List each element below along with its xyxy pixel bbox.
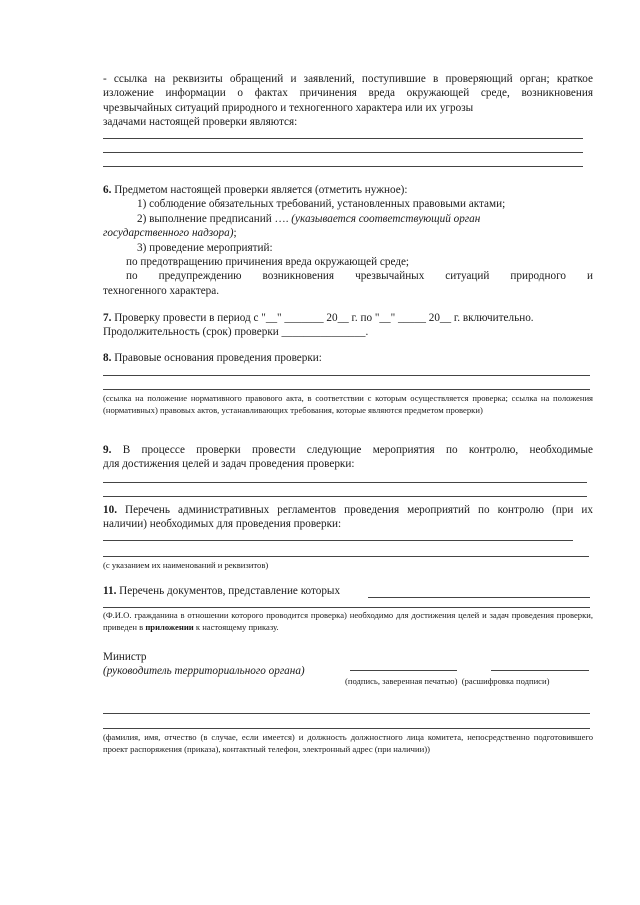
section-6 (103, 183, 593, 298)
section-11-title-text: Перечень документов, представление которых (116, 585, 341, 597)
section-10-blank-line-1[interactable] (103, 540, 573, 541)
section-6-title-text: Предметом настоящей проверки является (отметить нужное): (111, 184, 408, 196)
section-10-line-1 (103, 503, 593, 517)
section-11-blank-line[interactable] (103, 607, 590, 608)
section-10-number: 10. (103, 504, 117, 516)
section-7-line-2: Продолжительность (срок) проверки _______________. (103, 326, 369, 339)
tasks-label: задачами настоящей проверки являются: (103, 116, 298, 129)
section-6-item-2-suffix: ; (233, 227, 237, 240)
footer-blank-line-1[interactable] (103, 713, 590, 714)
section-11-note-part-2: к настоящему приказу. (193, 622, 279, 632)
section-10-line-1-text: Перечень административных регламентов проведения мероприятий по контролю (при их (116, 504, 593, 516)
section-11-note-bold: приложении (145, 622, 194, 632)
section-7-number: 7. (103, 312, 112, 324)
signature-blank[interactable] (350, 670, 457, 671)
section-8 (103, 351, 593, 365)
section-10-note-block (103, 559, 593, 571)
section-9-line-1-text: В процессе проверки провести следующие мероприятия по контролю, необходимые (111, 444, 593, 456)
section-7-period-text: Проверку провести в период с "__" _______ 20__ г. по "__" _____ 20__ г. включительно. (111, 312, 534, 324)
section-6-item-3a: по предотвращению причинения вреда окружающей среде; (126, 256, 410, 269)
intro-line-3: чрезвычайных ситуаций природного и техногенного характера или их угрозы (103, 101, 474, 114)
section-6-item-2 (103, 212, 593, 226)
intro-line-1: - ссылка на реквизиты обращений и заявлений, поступившие в проверяющий орган; краткое (103, 73, 593, 85)
section-6-item-3b-line-1: по предупреждению возникновения чрезвычайных ситуаций природного и (126, 270, 593, 283)
section-6-item-2-prefix: 2) выполнение предписаний …. (137, 212, 292, 225)
signature-decode-blank[interactable] (491, 670, 589, 671)
section-10-blank-line-2[interactable] (103, 556, 589, 557)
footer-note: (фамилия, имя, отчество (в случае, если имеется) и должность должностного лица комитета, непосредственно подготовившего проект распоряжения (приказа), контактный телефон, электронный адрес (при наличии)) (103, 732, 593, 754)
section-8-note: (ссылка на положение нормативного правового акта, в соответствии с которым осуществляется проверка; ссылка на положения (нормативных) правовых актов, устанавливающих требования, которые являются предметом проверки) (103, 393, 593, 415)
section-9-number: 9. (103, 444, 112, 456)
section-6-item-3: 3) проведение мероприятий: (137, 241, 273, 254)
tasks-blank-line-2[interactable] (103, 152, 583, 153)
section-6-item-2-cont (103, 226, 593, 240)
section-9-blank-line-1[interactable] (103, 482, 587, 483)
section-11-note-block (103, 609, 593, 633)
section-6-number: 6. (103, 184, 112, 196)
section-8-title-text: Правовые основания проведения проверки: (111, 352, 322, 364)
section-6-item-2-italic-a: (указывается соответствующий орган (291, 212, 481, 225)
section-8-blank-line-1[interactable] (103, 375, 590, 376)
section-10-note: (с указанием их наименований и реквизитов) (103, 560, 269, 570)
intro-block (103, 72, 593, 130)
section-10 (103, 503, 593, 532)
tasks-blank-line-1[interactable] (103, 138, 583, 139)
section-9-line-2: для достижения целей и задач проведения проверки: (103, 458, 355, 471)
section-10-line-2: наличии) необходимых для проведения проверки: (103, 518, 342, 531)
tasks-blank-line-3[interactable] (103, 166, 583, 167)
section-11-note-part-1: (Ф.И.О. гражданина в отношении которого проводится проверка) необходимо для достижения целей и задач проведения проверки, приведен в (103, 610, 593, 632)
section-6-title (103, 183, 593, 197)
signature-sign-note: (подпись, заверенная печатью) (345, 676, 458, 686)
section-11-number: 11. (103, 585, 117, 597)
section-8-number: 8. (103, 352, 112, 364)
section-11-note (103, 609, 593, 633)
section-7 (103, 311, 593, 340)
intro-line-2: изложение информации о фактах причинения вреда окружающей среде, возникновения (103, 87, 593, 100)
section-9-blank-line-2[interactable] (103, 496, 587, 497)
footer-note-block (103, 731, 593, 755)
section-9 (103, 443, 593, 472)
section-8-note-block (103, 392, 593, 416)
signature-decode-note: (расшифровка подписи) (461, 676, 550, 686)
section-8-title (103, 351, 593, 365)
head-of-body-label: (руководитель территориального органа) (103, 665, 305, 678)
section-6-item-2-italic-b: государственного надзора) (103, 227, 234, 240)
footer-blank-line-2[interactable] (103, 728, 590, 729)
section-6-item-1: 1) соблюдение обязательных требований, установленных правовыми актами; (137, 198, 506, 211)
section-11-documents-blank[interactable] (368, 597, 590, 598)
section-9-line-1 (103, 443, 593, 457)
section-8-blank-line-2[interactable] (103, 389, 590, 390)
minister-label: Министр (103, 651, 147, 663)
signature-notes (345, 675, 595, 687)
section-7-line-1 (103, 311, 593, 325)
section-6-item-3b-line-2: техногенного характера. (103, 284, 220, 297)
